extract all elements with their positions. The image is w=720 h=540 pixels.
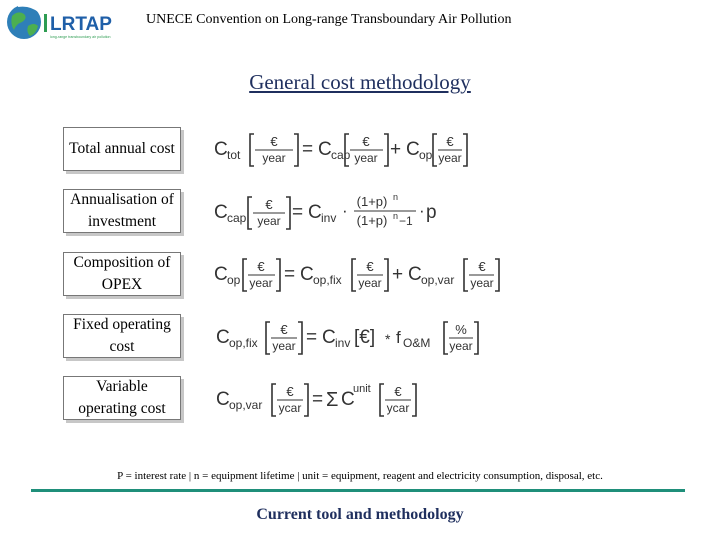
- svg-text:*: *: [385, 331, 391, 347]
- svg-text:year: year: [358, 276, 382, 290]
- svg-text:€: €: [286, 384, 294, 399]
- svg-text:cap: cap: [331, 148, 351, 162]
- svg-text:€: €: [280, 322, 288, 337]
- footnote: P = interest rate | n = equipment lifetime | unit = equipment, reagent and electricity consumption, disposal, etc.: [117, 470, 603, 482]
- svg-text:year: year: [262, 151, 286, 165]
- svg-text:op: op: [419, 148, 433, 162]
- svg-text:C: C: [322, 327, 336, 348]
- svg-text:C: C: [216, 327, 230, 348]
- svg-text:year: year: [438, 151, 462, 165]
- formula-composition-opex: [212, 251, 512, 295]
- formula-variable-operating-cost: [212, 376, 442, 420]
- formula-total-annual-cost: [212, 126, 482, 170]
- formula-annualisation: [212, 189, 482, 233]
- svg-text:year: year: [272, 339, 296, 353]
- svg-text:year: year: [249, 276, 273, 290]
- svg-text:·: ·: [342, 201, 348, 220]
- label-annualisation-of-investment: Annualisation of investment: [63, 189, 181, 233]
- label-variable-operating-cost: Variable operating cost: [63, 376, 181, 420]
- svg-text:=: =: [284, 264, 296, 285]
- svg-text:op: op: [227, 273, 241, 287]
- label-total-annual-cost: Total annual cost: [63, 127, 181, 171]
- svg-text:n: n: [393, 192, 399, 202]
- svg-text:year: year: [449, 339, 473, 353]
- svg-text:C: C: [214, 139, 228, 160]
- svg-text:€: €: [394, 384, 402, 399]
- svg-text:op,var: op,var: [229, 398, 263, 412]
- svg-text:C: C: [216, 389, 230, 410]
- svg-text:=: =: [312, 389, 324, 410]
- svg-text:unit: unit: [353, 383, 371, 395]
- svg-text:C: C: [318, 139, 332, 160]
- svg-text:C: C: [300, 264, 314, 285]
- svg-text:n: n: [393, 211, 399, 221]
- slide-title: General cost methodology: [249, 70, 471, 94]
- svg-text:€: €: [362, 134, 370, 149]
- svg-text:(1+p): (1+p): [356, 213, 388, 228]
- footer-divider: [31, 489, 685, 492]
- svg-text:op,fix: op,fix: [313, 273, 342, 287]
- svg-text:tot: tot: [227, 148, 241, 162]
- svg-text:€: €: [366, 259, 374, 274]
- svg-text:−1: −1: [399, 214, 413, 228]
- svg-text:C: C: [308, 202, 322, 223]
- formula-fixed-operating-cost: [212, 314, 502, 358]
- svg-text:€: €: [478, 259, 486, 274]
- svg-text:cap: cap: [227, 211, 247, 225]
- svg-text:·: ·: [419, 201, 425, 220]
- svg-text:+: +: [390, 139, 402, 160]
- logo-tagline: long-range transboundary air pollution: [50, 35, 111, 39]
- svg-text:+: +: [392, 264, 404, 285]
- label-composition-of-opex: Composition of OPEX: [63, 252, 181, 296]
- svg-text:€: €: [446, 134, 454, 149]
- svg-text:f: f: [396, 328, 401, 347]
- svg-text:O&M: O&M: [403, 336, 431, 350]
- svg-text:year: year: [470, 276, 494, 290]
- svg-text:inv: inv: [321, 211, 337, 225]
- svg-text:C: C: [408, 264, 422, 285]
- svg-text:=: =: [306, 327, 318, 348]
- svg-text:ycar: ycar: [278, 401, 302, 415]
- svg-text:Σ: Σ: [326, 389, 339, 411]
- svg-text:[€]: [€]: [354, 327, 376, 348]
- svg-text:€: €: [270, 134, 278, 149]
- svg-text:year: year: [354, 151, 378, 165]
- svg-text:=: =: [292, 202, 304, 223]
- svg-text:€: €: [265, 197, 273, 212]
- svg-text:op,var: op,var: [421, 273, 455, 287]
- logo-text: LRTAP: [50, 14, 112, 35]
- svg-text:%: %: [455, 322, 467, 337]
- svg-text:op,fix: op,fix: [229, 336, 258, 350]
- svg-text:C: C: [214, 202, 228, 223]
- svg-text:ycar: ycar: [386, 401, 410, 415]
- svg-text:year: year: [257, 214, 281, 228]
- svg-text:C: C: [406, 139, 420, 160]
- header-title: UNECE Convention on Long-range Transboundary Air Pollution: [146, 12, 512, 27]
- svg-text:p: p: [426, 202, 437, 223]
- svg-text:(1+p): (1+p): [356, 194, 388, 209]
- svg-text:inv: inv: [335, 336, 351, 350]
- svg-text:C: C: [341, 389, 355, 410]
- svg-text:€: €: [257, 259, 265, 274]
- svg-text:C: C: [214, 264, 228, 285]
- label-fixed-operating-cost: Fixed operating cost: [63, 314, 181, 358]
- lrtap-logo: [4, 2, 134, 42]
- svg-text:=: =: [302, 139, 314, 160]
- footer-title: Current tool and methodology: [256, 506, 464, 523]
